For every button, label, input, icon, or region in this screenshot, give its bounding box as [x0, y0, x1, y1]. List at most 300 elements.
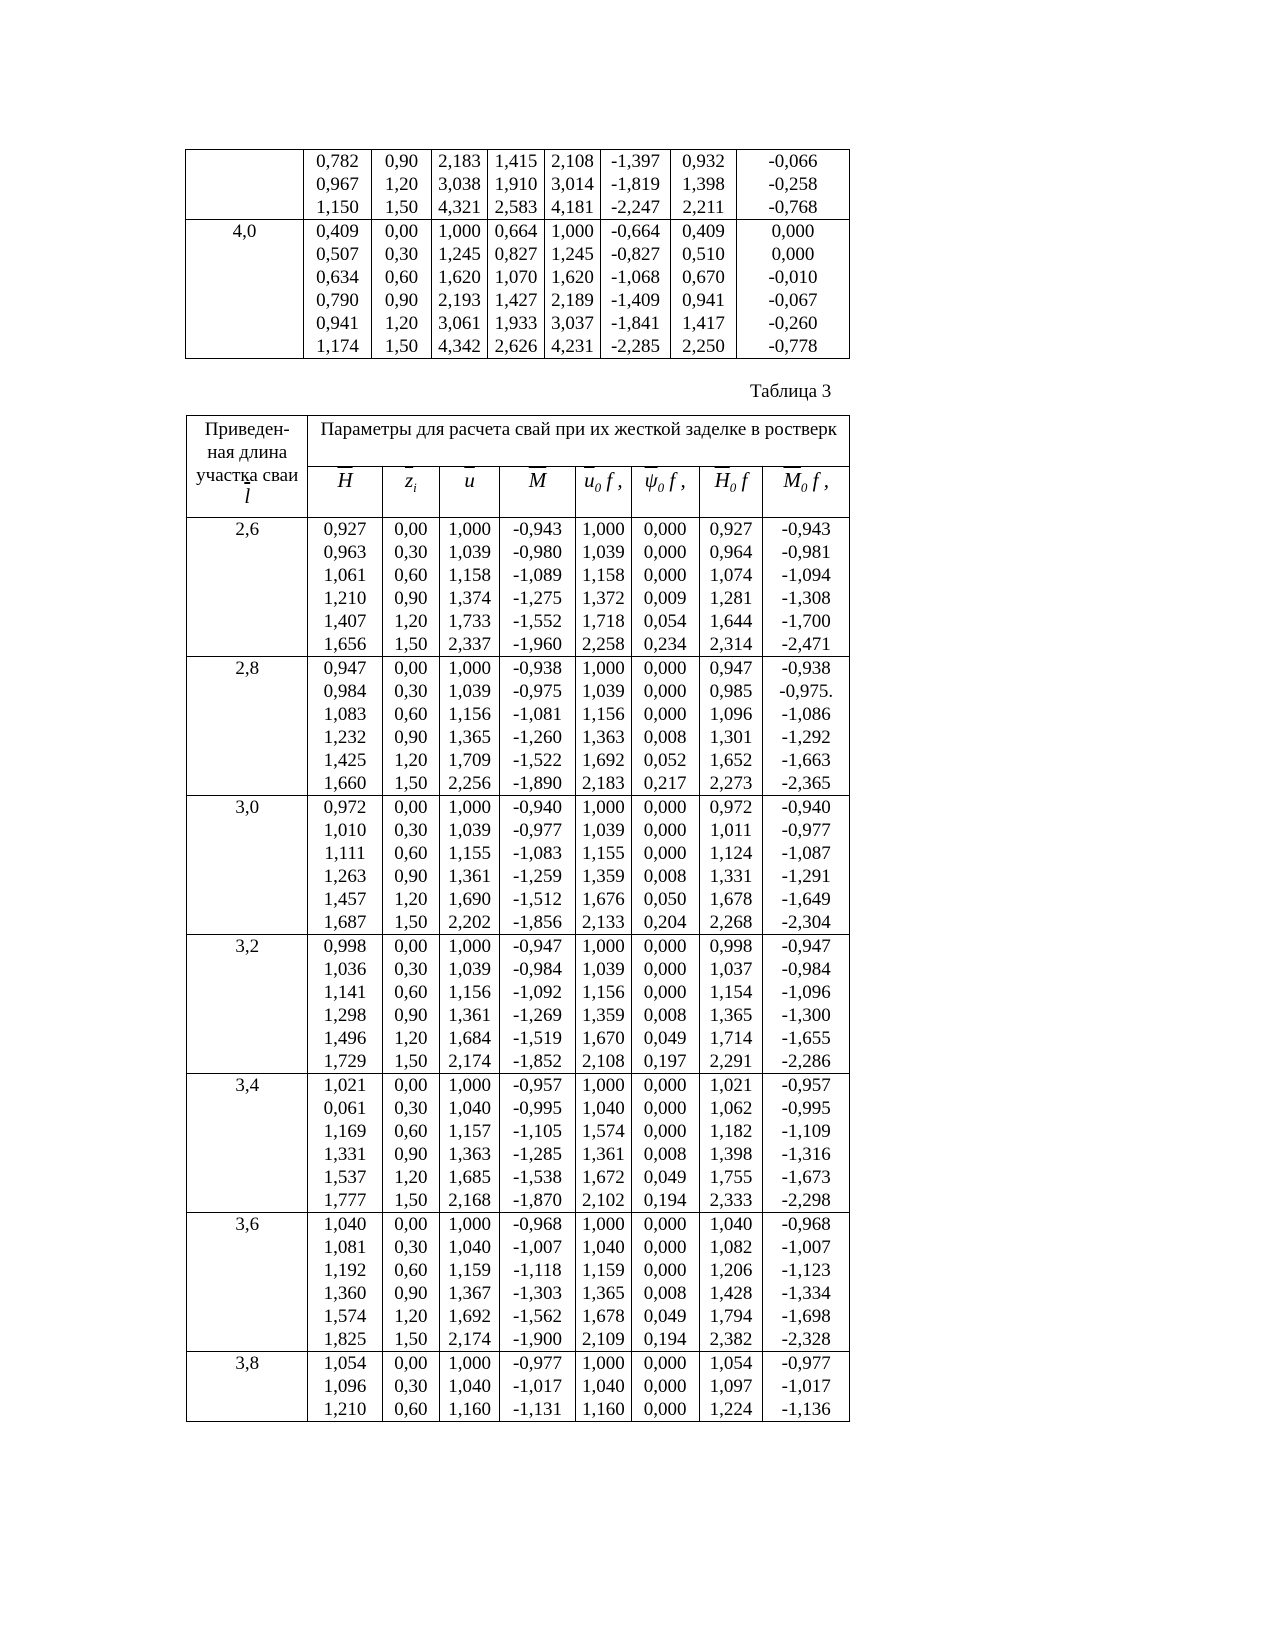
table-cell: [763, 518, 850, 657]
cell-value: 1,733: [448, 611, 491, 632]
cell-value: -2,247: [610, 197, 661, 218]
cell-value: 1,159: [448, 1260, 491, 1281]
col-header-M0f: $\overline{M}_0$ f ,: [763, 467, 850, 518]
table-cell: [576, 1213, 632, 1352]
table-cell: [304, 150, 372, 220]
cell-value: -2,285: [610, 336, 661, 357]
cell-value: -0,010: [768, 267, 818, 288]
cell-value: 0,964: [709, 542, 753, 563]
cell-value: 1,174: [316, 336, 359, 357]
table-cell: [545, 150, 601, 220]
cell-value: 2,108: [551, 151, 594, 172]
cell-value: -1,698: [781, 1306, 831, 1327]
cell-value: 1,825: [323, 1329, 367, 1350]
table-cell: [372, 220, 432, 359]
cell-value: 1,000: [448, 519, 491, 540]
cell-value: 1,363: [582, 727, 625, 748]
cell-value: 0,194: [643, 1329, 687, 1350]
cell-value: 0,963: [323, 542, 367, 563]
cell-value: 0,30: [394, 959, 428, 980]
cell-value: -0,957: [781, 1075, 831, 1096]
cell-value: 1,672: [582, 1167, 625, 1188]
cell-value: -1,131: [512, 1399, 563, 1420]
cell-value: -0,977: [512, 820, 563, 841]
cell-value: 2,109: [582, 1329, 625, 1350]
cell-value: 1,245: [551, 244, 594, 265]
cell-value: 1,50: [394, 1051, 428, 1072]
cell-value: 0,664: [494, 221, 538, 242]
col-header-u: $\overline{u}$: [440, 467, 500, 518]
cell-value: -0,968: [512, 1214, 563, 1235]
cell-value: 2,183: [582, 773, 625, 794]
cell-value: -1,136: [781, 1399, 831, 1420]
table-row-group: [187, 796, 850, 935]
cell-value: -2,328: [781, 1329, 831, 1350]
table-cell: [499, 935, 575, 1074]
cell-value: -0,984: [512, 959, 563, 980]
cell-value: 0,30: [384, 244, 419, 265]
cell-value: -1,260: [512, 727, 563, 748]
cell-value: 1,010: [323, 820, 367, 841]
cell-value: 0,000: [771, 221, 815, 242]
cell-value: -1,303: [512, 1283, 563, 1304]
cell-value: 0,000: [643, 1214, 687, 1235]
cell-value: -1,673: [781, 1167, 831, 1188]
cell-value: 1,000: [448, 658, 491, 679]
cell-value: -0,258: [768, 174, 818, 195]
table-cell: [576, 796, 632, 935]
table-cell: [576, 1074, 632, 1213]
cell-value: 1,040: [448, 1098, 491, 1119]
cell-value: 1,039: [448, 542, 491, 563]
cell-value: 1,169: [323, 1121, 367, 1142]
cell-value: 1,20: [384, 174, 419, 195]
reduced-length-value: 3,8: [235, 1353, 260, 1374]
cell-value: 1,20: [394, 1306, 428, 1327]
cell-value: -1,300: [781, 1005, 831, 1026]
cell-value: 1,039: [448, 681, 491, 702]
cell-value: 1,000: [582, 1075, 625, 1096]
table-cell: [432, 220, 488, 359]
table-cell: [372, 150, 432, 220]
cell-value: -1,655: [781, 1028, 831, 1049]
cell-value: 1,156: [448, 704, 491, 725]
table-cell: [488, 220, 545, 359]
table-cell: [576, 1352, 632, 1422]
cell-value: 1,670: [582, 1028, 625, 1049]
table-cell: [308, 1213, 382, 1352]
cell-value: -1,109: [781, 1121, 831, 1142]
table-cell: [382, 1074, 440, 1213]
cell-value: -1,007: [512, 1237, 563, 1258]
cell-value: 2,108: [582, 1051, 625, 1072]
cell-value: 2,337: [448, 634, 491, 655]
table-row-group: [186, 150, 850, 220]
cell-value: 0,985: [709, 681, 753, 702]
cell-value: 1,359: [582, 866, 625, 887]
cell-value: 1,054: [709, 1353, 753, 1374]
cell-value: 0,197: [643, 1051, 687, 1072]
cell-value: 0,000: [643, 1353, 687, 1374]
table-cell: [488, 150, 545, 220]
cell-value: 0,217: [643, 773, 687, 794]
cell-value: 0,000: [643, 936, 687, 957]
cell-value: 1,000: [582, 1353, 625, 1374]
cell-value: 2,258: [582, 634, 625, 655]
cell-value: -0,943: [781, 519, 831, 540]
cell-value: 1,301: [709, 727, 753, 748]
cell-value: -1,334: [781, 1283, 831, 1304]
cell-value: 0,000: [643, 1260, 687, 1281]
cell-value: 1,457: [323, 889, 367, 910]
cell-value: 1,360: [323, 1283, 367, 1304]
cell-value: 1,398: [682, 174, 725, 195]
table-cell: [499, 796, 575, 935]
cell-value: 1,298: [323, 1005, 367, 1026]
cell-value: 2,102: [582, 1190, 625, 1211]
cell-value: 0,000: [643, 1121, 687, 1142]
cell-value: 1,040: [323, 1214, 367, 1235]
cell-value: -1,397: [610, 151, 661, 172]
cell-value: 1,359: [582, 1005, 625, 1026]
table-cell: [440, 1213, 500, 1352]
cell-value: 0,000: [643, 1237, 687, 1258]
cell-value: 1,155: [448, 843, 491, 864]
cell-value: 1,365: [709, 1005, 753, 1026]
cell-value: 1,374: [448, 588, 491, 609]
cell-value: 2,183: [438, 151, 481, 172]
cell-value: 2,133: [582, 912, 625, 933]
cell-value: 0,30: [394, 1237, 428, 1258]
cell-value: 1,156: [448, 982, 491, 1003]
cell-value: 0,60: [384, 267, 419, 288]
cell-value: 1,210: [323, 588, 367, 609]
cell-value: 0,049: [643, 1167, 687, 1188]
table-cell: [631, 1213, 699, 1352]
table-cell: [763, 796, 850, 935]
table-cell: [545, 220, 601, 359]
cell-value: 1,245: [438, 244, 481, 265]
cell-value: 0,60: [394, 704, 428, 725]
table-cell: [440, 796, 500, 935]
cell-value: -1,562: [512, 1306, 563, 1327]
table-cell: [308, 935, 382, 1074]
reduced-length-value: 3,0: [235, 797, 260, 818]
reduced-length-value: 2,6: [235, 519, 260, 540]
cell-value: 0,90: [384, 290, 419, 311]
cell-value: -1,017: [781, 1376, 831, 1397]
cell-value: 1,096: [323, 1376, 367, 1397]
cell-value: 1,685: [448, 1167, 491, 1188]
cell-value: -1,118: [513, 1260, 562, 1281]
reduced-length-cell: [187, 796, 308, 935]
cell-value: 0,000: [643, 1098, 687, 1119]
cell-value: 1,082: [709, 1237, 753, 1258]
cell-value: 1,011: [709, 820, 753, 841]
table-cell: [304, 220, 372, 359]
cell-value: 3,061: [438, 313, 481, 334]
cell-value: 1,000: [438, 221, 481, 242]
cell-value: 1,192: [323, 1260, 367, 1281]
cell-value: 0,00: [384, 221, 419, 242]
cell-value: 0,000: [643, 820, 687, 841]
cell-value: 1,574: [582, 1121, 625, 1142]
cell-value: 1,036: [323, 959, 367, 980]
cell-value: -0,260: [768, 313, 818, 334]
main-table-body: [187, 518, 850, 1422]
cell-value: 2,626: [494, 336, 538, 357]
cell-value: 0,60: [394, 982, 428, 1003]
table-cell: [601, 150, 671, 220]
table-cell: [499, 1352, 575, 1422]
cell-value: -1,017: [512, 1376, 563, 1397]
cell-value: 1,620: [438, 267, 481, 288]
cell-value: 1,676: [582, 889, 625, 910]
cell-value: -1,291: [781, 866, 831, 887]
cell-value: -1,007: [781, 1237, 831, 1258]
cell-value: 1,425: [323, 750, 367, 771]
cell-value: 3,014: [551, 174, 594, 195]
cell-value: -1,089: [512, 565, 563, 586]
cell-value: 1,160: [582, 1399, 625, 1420]
cell-value: 1,083: [323, 704, 367, 725]
cell-value: 1,50: [394, 912, 428, 933]
cell-value: 0,984: [323, 681, 367, 702]
cell-value: 0,30: [394, 681, 428, 702]
cell-value: 1,000: [582, 658, 625, 679]
cell-value: 1,000: [582, 1214, 625, 1235]
table-cell: [699, 657, 763, 796]
cell-value: 0,000: [643, 681, 687, 702]
cell-value: 3,038: [438, 174, 481, 195]
cell-value: 1,159: [582, 1260, 625, 1281]
cell-value: -0,827: [610, 244, 661, 265]
cell-value: 1,150: [316, 197, 359, 218]
table-cell: [631, 796, 699, 935]
cell-value: -1,083: [512, 843, 563, 864]
cell-value: 4,181: [551, 197, 594, 218]
header-length-symbol: $\overline{l}$: [244, 484, 251, 508]
cell-value: -1,960: [512, 634, 563, 655]
cell-value: 1,224: [709, 1399, 753, 1420]
cell-value: 0,009: [643, 588, 687, 609]
cell-value: 0,634: [316, 267, 359, 288]
cell-value: 1,729: [323, 1051, 367, 1072]
cell-value: 0,30: [394, 542, 428, 563]
cell-value: 0,000: [643, 542, 687, 563]
cell-value: 1,678: [709, 889, 753, 910]
cell-value: 1,039: [582, 542, 625, 563]
cell-value: -1,519: [512, 1028, 563, 1049]
pile-parameters-table: [186, 415, 850, 1422]
cell-value: 1,039: [448, 959, 491, 980]
cell-value: 0,00: [394, 1353, 428, 1374]
cell-value: 0,000: [643, 843, 687, 864]
cell-value: -1,841: [610, 313, 661, 334]
table-cell: [763, 1352, 850, 1422]
cell-value: 2,382: [709, 1329, 753, 1350]
cell-value: 2,291: [709, 1051, 753, 1072]
cell-value: 0,00: [394, 1075, 428, 1096]
table-row-group: [186, 220, 850, 359]
table-cell: [631, 1352, 699, 1422]
cell-value: 2,174: [448, 1329, 491, 1350]
cell-value: 1,574: [323, 1306, 367, 1327]
col-header-u0f: $\overline{u}_0$ f ,: [576, 467, 632, 518]
cell-value: 1,000: [582, 797, 625, 818]
cell-value: -1,900: [512, 1329, 563, 1350]
cell-value: 1,156: [582, 704, 625, 725]
cell-value: 1,040: [448, 1237, 491, 1258]
cell-value: 0,050: [643, 889, 687, 910]
cell-value: 1,755: [709, 1167, 753, 1188]
reduced-length-cell: [186, 220, 304, 359]
cell-value: 1,690: [448, 889, 491, 910]
cell-value: 0,90: [394, 866, 428, 887]
table-row-group: [187, 1074, 850, 1213]
cell-value: 1,20: [394, 750, 428, 771]
cell-value: 1,160: [448, 1399, 491, 1420]
cell-value: 0,008: [643, 1005, 687, 1026]
table-cell: [699, 1213, 763, 1352]
table-cell: [499, 1213, 575, 1352]
cell-value: 1,361: [448, 866, 491, 887]
cell-value: -0,664: [610, 221, 661, 242]
table-cell: [763, 935, 850, 1074]
reduced-length-value: 3,2: [235, 936, 260, 957]
cell-value: -1,649: [781, 889, 831, 910]
cell-value: -1,092: [512, 982, 563, 1003]
cell-value: 1,263: [323, 866, 367, 887]
cell-value: 0,234: [643, 634, 687, 655]
cell-value: -1,269: [512, 1005, 563, 1026]
cell-value: 1,039: [582, 681, 625, 702]
cell-value: 1,652: [709, 750, 753, 771]
reduced-length-cell: [187, 657, 308, 796]
cell-value: 0,972: [709, 797, 753, 818]
cell-value: -0,067: [768, 290, 818, 311]
cell-value: 1,50: [384, 336, 419, 357]
cell-value: -1,512: [512, 889, 563, 910]
cell-value: 0,000: [643, 658, 687, 679]
cell-value: -2,471: [781, 634, 831, 655]
cell-value: -0,947: [512, 936, 563, 957]
table-cell: [576, 657, 632, 796]
cell-value: 1,021: [323, 1075, 367, 1096]
cell-value: 2,256: [448, 773, 491, 794]
cell-value: 1,644: [709, 611, 753, 632]
cell-value: -1,096: [781, 982, 831, 1003]
cell-value: 1,141: [323, 982, 367, 1003]
cell-value: -1,081: [512, 704, 563, 725]
cell-value: 0,000: [643, 1376, 687, 1397]
cell-value: 1,50: [394, 1190, 428, 1211]
table-cell: [763, 1213, 850, 1352]
table-row-group: [187, 518, 850, 657]
cell-value: -0,980: [512, 542, 563, 563]
cell-value: 1,081: [323, 1237, 367, 1258]
cell-value: 1,040: [582, 1376, 625, 1397]
table-row-group: [187, 1213, 850, 1352]
cell-value: -1,856: [512, 912, 563, 933]
cell-value: -1,870: [512, 1190, 563, 1211]
cell-value: 0,30: [394, 1098, 428, 1119]
cell-value: 0,052: [643, 750, 687, 771]
table-cell: [440, 1352, 500, 1422]
cell-value: -0,981: [781, 542, 831, 563]
cell-value: 1,000: [448, 1353, 491, 1374]
cell-value: 1,062: [709, 1098, 753, 1119]
cell-value: 0,00: [394, 1214, 428, 1235]
table-cell: [308, 518, 382, 657]
cell-value: -1,409: [610, 290, 661, 311]
table-cell: [382, 518, 440, 657]
cell-value: 1,678: [582, 1306, 625, 1327]
cell-value: 0,194: [643, 1190, 687, 1211]
cell-value: 0,947: [323, 658, 367, 679]
cell-value: -0,938: [512, 658, 563, 679]
cell-value: -1,663: [781, 750, 831, 771]
col-header-H: $\overline{H}$: [308, 467, 382, 518]
col-header-psi0f: $\overline{\psi}_0$ f ,: [631, 467, 699, 518]
cell-value: 1,20: [394, 889, 428, 910]
table-cell: [382, 796, 440, 935]
cell-value: 1,407: [323, 611, 367, 632]
cell-value: -2,286: [781, 1051, 831, 1072]
cell-value: 1,097: [709, 1376, 753, 1397]
header-reduced-length: [187, 416, 308, 518]
cell-value: 1,096: [709, 704, 753, 725]
cell-value: 1,50: [394, 1329, 428, 1350]
cell-value: -2,298: [781, 1190, 831, 1211]
cell-value: 1,206: [709, 1260, 753, 1281]
cell-value: 1,620: [551, 267, 594, 288]
cell-value: -1,259: [512, 866, 563, 887]
table-cell: [440, 935, 500, 1074]
cell-value: 0,60: [394, 1121, 428, 1142]
table-cell: [308, 1074, 382, 1213]
cell-value: -0,066: [768, 151, 818, 172]
cell-value: 1,155: [582, 843, 625, 864]
cell-value: 1,158: [448, 565, 491, 586]
cell-value: 0,998: [709, 936, 753, 957]
cell-value: 0,049: [643, 1306, 687, 1327]
cell-value: 1,232: [323, 727, 367, 748]
cell-value: -0,940: [781, 797, 831, 818]
table-cell: [432, 150, 488, 220]
table-cell: [671, 220, 737, 359]
cell-value: -2,304: [781, 912, 831, 933]
reduced-length-cell: [186, 150, 304, 220]
cell-value: 1,709: [448, 750, 491, 771]
cell-value: 1,037: [709, 959, 753, 980]
cell-value: -1,552: [512, 611, 563, 632]
cell-value: 0,000: [643, 704, 687, 725]
cell-value: 0,932: [682, 151, 725, 172]
cell-value: 0,00: [394, 658, 428, 679]
cell-value: 2,168: [448, 1190, 491, 1211]
reduced-length-cell: [187, 1213, 308, 1352]
cell-value: 0,008: [643, 1144, 687, 1165]
table-cell: [308, 657, 382, 796]
cell-value: -0,943: [512, 519, 563, 540]
cell-value: 1,718: [582, 611, 625, 632]
cell-value: 1,000: [551, 221, 594, 242]
cell-value: 4,321: [438, 197, 481, 218]
cell-value: 0,000: [643, 565, 687, 586]
cell-value: 1,363: [448, 1144, 491, 1165]
cell-value: -1,123: [781, 1260, 831, 1281]
